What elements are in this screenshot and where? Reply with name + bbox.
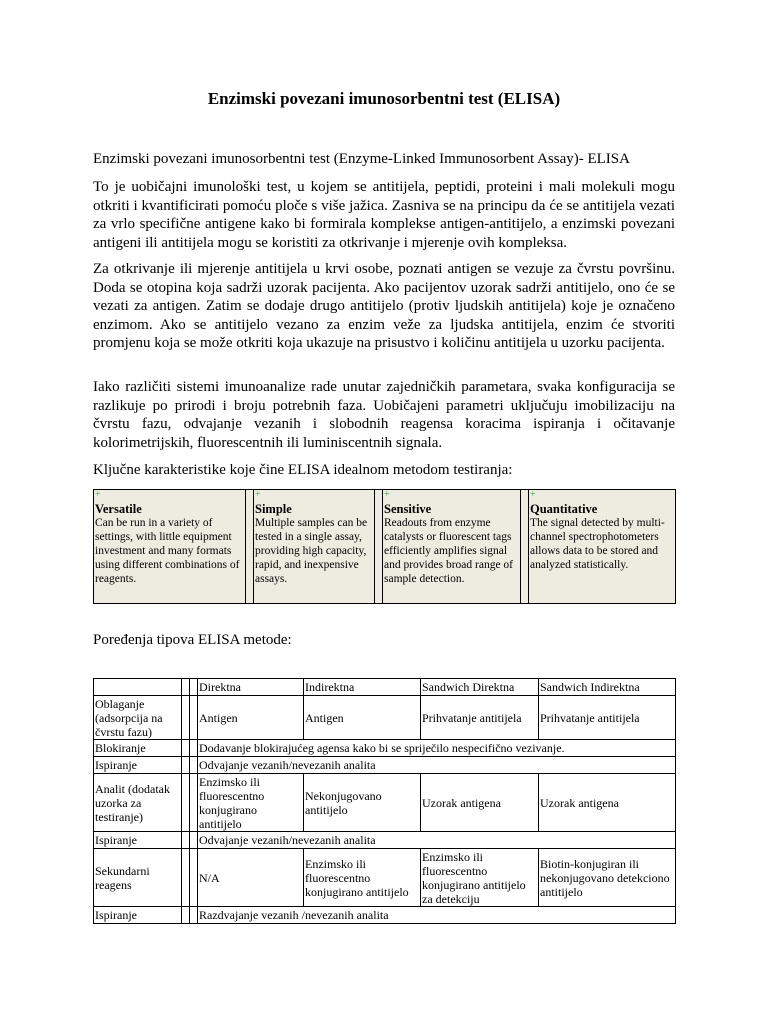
feature-title: Quantitative [530, 502, 598, 516]
table-spacer [190, 740, 198, 757]
table-cell: Antigen [304, 696, 421, 740]
row-label: Sekundarni reagens [94, 849, 182, 907]
header-direktna: Direktna [198, 679, 304, 696]
feature-cell-versatile [94, 490, 246, 604]
table-spacer [190, 832, 198, 849]
feature-title: Simple [255, 502, 292, 516]
table-span-cell: Razdvajanje vezanih /nevezanih analita [198, 907, 676, 924]
table-spacer [190, 757, 198, 774]
table-cell: Prihvatanje antitijela [421, 696, 539, 740]
paragraph-intro: Enzimski povezani imunosorbentni test (Enzyme-Linked Immunosorbent Assay)- ELISA [93, 151, 630, 167]
table-spacer [182, 757, 190, 774]
table-spacer [182, 740, 190, 757]
table-cell: Biotin-konjugiran ili nekonjugovano detekciono antitijelo [539, 849, 676, 907]
paragraph-definition: To je uobičajni imunološki test, u kojem se antitijela, peptidi, proteini i mali molekuli mogu otkriti i kvantificirati pomoću ploče s više jažica. Zasniva se na principu da će se antitijela vezati za vrlo specifične antigene kako bi formirala komplekse antigen-antitijelo, a enzimski povezani antigeni ili antitijela mogu se koristiti za otkrivanje i mjerenje ovih kompleksa. [93, 179, 675, 251]
table-cell: Uzorak antigena [539, 774, 676, 832]
table-span-cell: Odvajanje vezanih/nevezanih analita [198, 757, 676, 774]
row-label: Ispiranje [94, 832, 182, 849]
plus-icon: + [530, 489, 536, 500]
feature-text: Can be run in a variety of settings, with little equipment investment and many formats using different combinations of reagents. [95, 517, 240, 585]
table-cell: Uzorak antigena [421, 774, 539, 832]
row-label: Ispiranje [94, 907, 182, 924]
table-spacer [190, 774, 198, 832]
table-cell: Enzimsko ili fluorescentno konjugirano antitijelo [198, 774, 304, 832]
table-spacer [182, 774, 190, 832]
row-label: Blokiranje [94, 740, 182, 757]
table-cell: Prihvatanje antitijela [539, 696, 676, 740]
feature-title: Sensitive [384, 502, 432, 516]
table-row [94, 774, 676, 832]
table-cell: Antigen [198, 696, 304, 740]
feature-text: The signal detected by multi-channel spectrophotometers allows data to be stored and analyzed statistically. [530, 517, 665, 571]
plus-icon: + [95, 489, 101, 500]
table-cell: Enzimsko ili fluorescentno konjugirano antitijelo [304, 849, 421, 907]
table-row [94, 740, 676, 757]
header-sandwich-indirektna: Sandwich Indirektna [539, 679, 676, 696]
table-row [94, 849, 676, 907]
feature-cell-simple [254, 490, 375, 604]
feature-cell-sensitive [383, 490, 521, 604]
comparison-table [93, 678, 676, 924]
document-title: Enzimski povezani imunosorbentni test (ELISA) [207, 89, 561, 108]
feature-cell-quantitative [529, 490, 676, 604]
table-spacer [246, 490, 254, 604]
table-spacer [182, 832, 190, 849]
table-cell: N/A [198, 849, 304, 907]
table-cell [94, 679, 182, 696]
table-spacer [182, 679, 190, 696]
table-spacer [190, 849, 198, 907]
table-spacer [182, 696, 190, 740]
table-spacer [375, 490, 383, 604]
feature-text: Readouts from enzyme catalysts or fluorescent tags efficiently amplifies signal and provides broad range of sample detection. [384, 517, 514, 585]
table-header-row [94, 679, 676, 696]
table-row [94, 696, 676, 740]
plus-icon: + [255, 489, 261, 500]
table-row [94, 757, 676, 774]
table-span-cell: Dodavanje blokirajućeg agensa kako bi se spriječilo nespecifično vezivanje. [198, 740, 676, 757]
paragraph-procedure: Za otkrivanje ili mjerenje antitijela u krvi osobe, poznati antigen se vezuje za čvrstu površinu. Doda se otopina koja sadrži uzorak pacijenta. Ako pacijentov uzorak sadrži antitijelo, ono će se vezati za antigen. Zatim se dodaje drugo antitijelo (protiv ljudskih antitijela) koje je označeno enzimom. Ako se antitijelo vezano za enzim veže za ljudska antitijela, enzim će stvoriti promjenu koja se može otkriti koja ukazuje na prisustvo i količinu antitijela u uzorku pacijenta. [93, 261, 675, 351]
table-cell: Nekonjugovano antitijelo [304, 774, 421, 832]
paragraph-parameters: Iako različiti sistemi imunoanalize rade unutar zajedničkih parametara, svaka konfiguracija se razlikuje po prirodi i broju potrebnih faza. Uobičajeni parametri uključuju imobilizaciju na čvrstu fazu, odvajanje vezanih i slobodnih reagensa koracima ispiranja i očitavanje kolorimetrijskih, fluorescentnih ili luminiscentnih signala. [93, 379, 675, 451]
table-spacer [521, 490, 529, 604]
table-spacer [190, 696, 198, 740]
row-label: Ispiranje [94, 757, 182, 774]
plus-icon: + [384, 489, 390, 500]
table-row [94, 832, 676, 849]
table-span-cell: Odvajanje vezanih/nevezanih analita [198, 832, 676, 849]
features-table [93, 489, 676, 604]
row-label: Analit (dodatak uzorka za testiranje) [94, 774, 182, 832]
table-row [94, 907, 676, 924]
feature-text: Multiple samples can be tested in a single assay, providing high capacity, rapid, and inexpensive assays. [255, 517, 368, 585]
table-spacer [182, 849, 190, 907]
table-spacer [182, 907, 190, 924]
table-spacer [190, 679, 198, 696]
table-spacer [190, 907, 198, 924]
table-cell: Enzimsko ili fluorescentno konjugirano antitijelo za detekciju [421, 849, 539, 907]
paragraph-comparison: Poređenja tipova ELISA metode: [93, 632, 292, 648]
header-sandwich-direktna: Sandwich Direktna [421, 679, 539, 696]
header-indirektna: Indirektna [304, 679, 421, 696]
feature-title: Versatile [95, 502, 142, 516]
paragraph-key-features: Ključne karakteristike koje čine ELISA idealnom metodom testiranja: [93, 462, 513, 478]
row-label: Oblaganje (adsorpcija na čvrstu fazu) [94, 696, 182, 740]
